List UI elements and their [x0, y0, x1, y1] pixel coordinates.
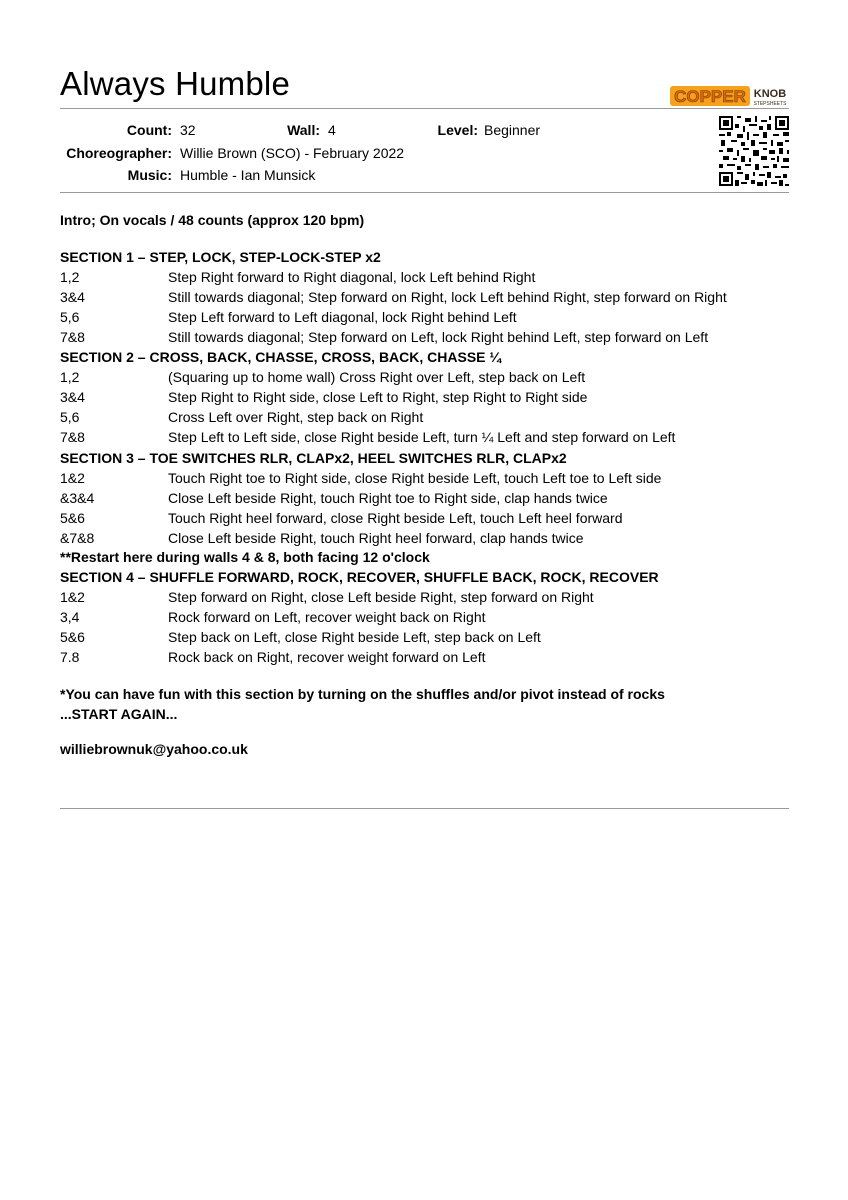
step-count: 5&6: [60, 629, 85, 645]
logo-sub-text: STEPSHEETS: [753, 101, 787, 107]
start-again-text: ...START AGAIN...: [60, 706, 178, 722]
step-count: 3,4: [60, 609, 80, 625]
step-count: 1,2: [60, 369, 80, 385]
restart-note: **Restart here during walls 4 & 8, both facing 12 o'clock: [60, 549, 430, 565]
choreographer-label: Choreographer:: [66, 145, 172, 161]
contact-email: williebrownuk@yahoo.co.uk: [60, 741, 248, 757]
step-count: 5,6: [60, 409, 80, 425]
wall-label: Wall:: [287, 122, 320, 138]
section-heading: SECTION 4 – SHUFFLE FORWARD, ROCK, RECOVER, SHUFFLE BACK, ROCK, RECOVER: [60, 569, 659, 585]
step-description: Step forward on Right, close Left beside Right, step forward on Right: [168, 589, 594, 605]
music-value: Humble - Ian Munsick: [180, 167, 316, 183]
footer-rule: [60, 808, 789, 809]
level-label: Level:: [437, 122, 478, 138]
copperknob-logo: [670, 84, 788, 108]
step-count: 7&8: [60, 329, 85, 345]
step-description: Touch Right toe to Right side, close Right beside Left, touch Left toe to Left side: [168, 470, 662, 486]
step-description: Step back on Left, close Right beside Left, step back on Left: [168, 629, 541, 645]
step-description: Cross Left over Right, step back on Right: [168, 409, 424, 425]
step-description: Still towards diagonal; Step forward on Left, lock Right behind Left, step forward on Left: [168, 329, 709, 345]
header-bottom-rule: [60, 192, 789, 193]
section-heading: SECTION 2 – CROSS, BACK, CHASSE, CROSS, BACK, CHASSE ¼: [60, 349, 502, 365]
footer-note: *You can have fun with this section by turning on the shuffles and/or pivot instead of rocks: [60, 686, 665, 702]
intro-text: Intro; On vocals / 48 counts (approx 120 bpm): [60, 212, 365, 228]
step-count: 7.8: [60, 649, 80, 665]
step-count: &3&4: [60, 490, 95, 506]
step-description: Rock forward on Left, recover weight back on Right: [168, 609, 486, 625]
step-description: Close Left beside Right, touch Right heel forward, clap hands twice: [168, 530, 584, 546]
step-description: Step Left to Left side, close Right beside Left, turn ¼ Left and step forward on Left: [168, 429, 676, 445]
step-count: 5,6: [60, 309, 80, 325]
count-value: 32: [180, 122, 196, 138]
section-heading: SECTION 3 – TOE SWITCHES RLR, CLAPx2, HEEL SWITCHES RLR, CLAPx2: [60, 450, 567, 466]
step-count: 3&4: [60, 389, 85, 405]
page-title: Always Humble: [60, 65, 291, 102]
level-value: Beginner: [484, 122, 541, 138]
step-description: Touch Right heel forward, close Right beside Left, touch Left heel forward: [168, 510, 623, 526]
music-label: Music:: [127, 167, 172, 183]
step-count: 1&2: [60, 589, 85, 605]
choreographer-value: Willie Brown (SCO) - February 2022: [180, 145, 405, 161]
step-description: Step Left forward to Left diagonal, lock Right behind Left: [168, 309, 517, 325]
step-count: 7&8: [60, 429, 85, 445]
wall-value: 4: [328, 122, 336, 138]
step-description: (Squaring up to home wall) Cross Right over Left, step back on Left: [168, 369, 586, 385]
qr-code: [719, 116, 789, 186]
logo-main-text: COPPER: [674, 87, 746, 106]
count-label: Count:: [126, 122, 172, 138]
step-description: Still towards diagonal; Step forward on Right, lock Left behind Right, step forward on Right: [168, 289, 727, 305]
step-count: &7&8: [60, 530, 95, 546]
step-count: 3&4: [60, 289, 85, 305]
section-heading: SECTION 1 – STEP, LOCK, STEP-LOCK-STEP x2: [60, 249, 381, 265]
step-count: 1&2: [60, 470, 85, 486]
step-count: 5&6: [60, 510, 85, 526]
step-description: Step Right to Right side, close Left to Right, step Right to Right side: [168, 389, 588, 405]
step-count: 1,2: [60, 269, 80, 285]
step-description: Step Right forward to Right diagonal, lock Left behind Right: [168, 269, 536, 285]
step-description: Close Left beside Right, touch Right toe to Right side, clap hands twice: [168, 490, 608, 506]
logo-side-text: KNOB: [753, 88, 787, 100]
step-description: Rock back on Right, recover weight forward on Left: [168, 649, 486, 665]
header-top-rule: [60, 108, 789, 109]
